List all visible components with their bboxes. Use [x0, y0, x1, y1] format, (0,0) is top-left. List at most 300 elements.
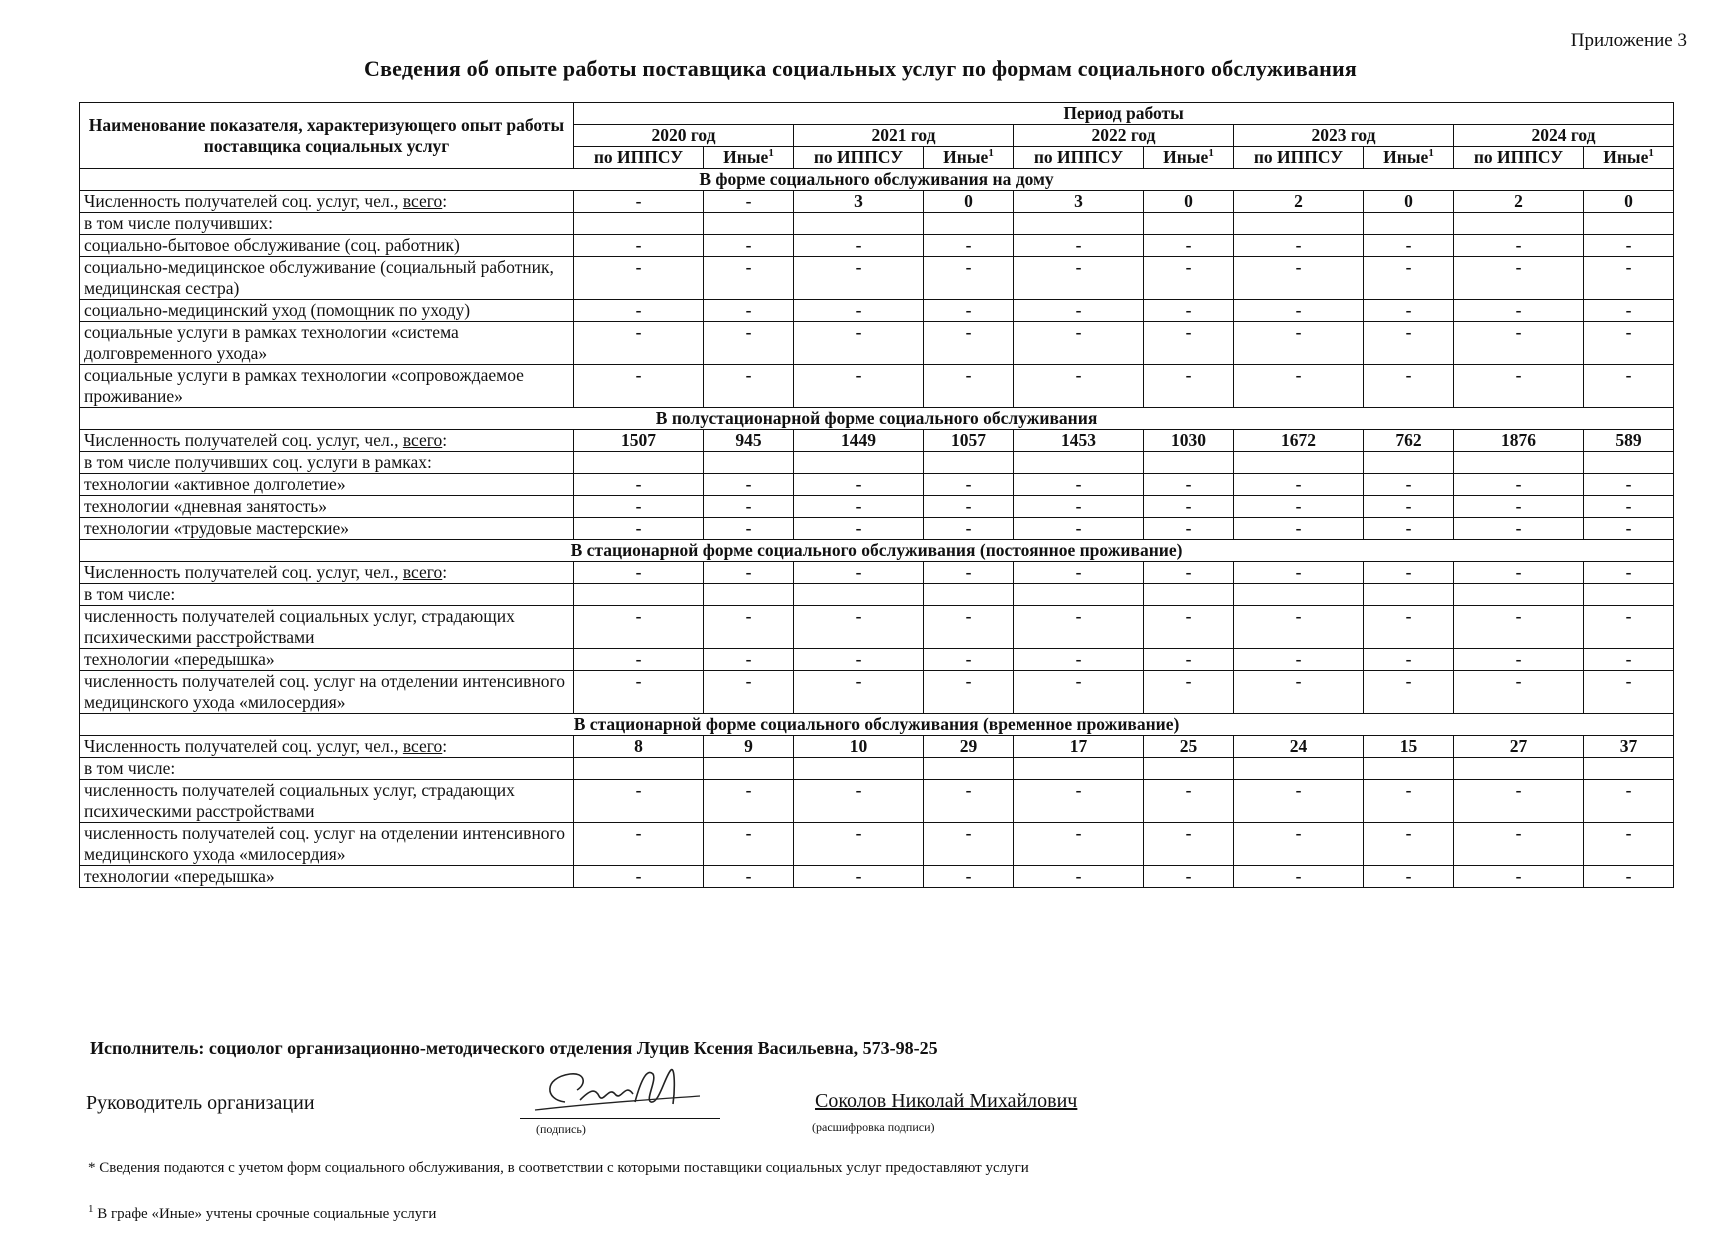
table-cell: -: [1234, 518, 1364, 540]
table-cell: 29: [924, 736, 1014, 758]
row-label-total: всего: [402, 191, 443, 211]
year-header: 2020 год: [574, 125, 794, 147]
table-row: [80, 671, 1674, 714]
row-label: [80, 300, 574, 322]
row-label: [80, 780, 574, 823]
table-row: [80, 496, 1674, 518]
row-label: [80, 518, 574, 540]
row-label: [80, 562, 574, 584]
table-cell: -: [1014, 322, 1144, 365]
other-header: [1144, 147, 1234, 169]
row-label-text: технологии «трудовые мастерские»: [84, 518, 349, 538]
table-row: [80, 866, 1674, 888]
table-cell: -: [704, 257, 794, 300]
table-cell: 2: [1234, 191, 1364, 213]
row-label-text: численность получателей социальных услуг, страдающих психическими расстройствами: [84, 780, 515, 821]
table-cell: -: [1454, 780, 1584, 823]
table-cell: -: [1234, 780, 1364, 823]
row-label-text: социально-бытовое обслуживание (соц. работник): [84, 235, 460, 255]
table-cell: -: [1014, 365, 1144, 408]
table-cell: -: [1234, 649, 1364, 671]
table-cell: -: [924, 649, 1014, 671]
table-cell: -: [1144, 606, 1234, 649]
table-cell: -: [1454, 474, 1584, 496]
section-row: [80, 714, 1674, 736]
table-cell: -: [574, 780, 704, 823]
table-cell: -: [1364, 518, 1454, 540]
table-cell: -: [1144, 518, 1234, 540]
table-row: [80, 474, 1674, 496]
table-cell: -: [1454, 496, 1584, 518]
table-cell: 8: [574, 736, 704, 758]
table-cell: -: [1144, 649, 1234, 671]
table-cell: -: [1014, 257, 1144, 300]
table-cell: -: [924, 823, 1014, 866]
row-label: [80, 823, 574, 866]
table-cell: [574, 758, 704, 780]
table-cell: [1234, 758, 1364, 780]
table-row: [80, 430, 1674, 452]
row-label: [80, 671, 574, 714]
table-cell: -: [1364, 562, 1454, 584]
row-label: [80, 322, 574, 365]
ippsu-header: по ИППСУ: [574, 147, 704, 169]
table-cell: -: [574, 257, 704, 300]
table-cell: -: [1234, 365, 1364, 408]
table-cell: -: [1454, 823, 1584, 866]
table-cell: 17: [1014, 736, 1144, 758]
table-cell: -: [1364, 474, 1454, 496]
row-label-text: численность получателей соц. услуг на отделении интенсивного медицинского ухода «милосердия»: [84, 823, 566, 864]
table-cell: -: [924, 606, 1014, 649]
table-cell: -: [1144, 235, 1234, 257]
table-cell: [1014, 213, 1144, 235]
table-cell: -: [924, 322, 1014, 365]
table-cell: -: [1144, 257, 1234, 300]
table-cell: [1454, 213, 1584, 235]
table-cell: -: [1584, 300, 1674, 322]
table-cell: [1234, 584, 1364, 606]
table-cell: -: [574, 518, 704, 540]
table-cell: [924, 213, 1014, 235]
row-label: [80, 866, 574, 888]
table-cell: -: [1014, 606, 1144, 649]
table-cell: 1453: [1014, 430, 1144, 452]
other-header: [704, 147, 794, 169]
table-cell: -: [1454, 606, 1584, 649]
section-title: В стационарной форме социального обслуживания (постоянное проживание): [80, 540, 1674, 562]
experience-table: [79, 102, 1674, 888]
table-row: [80, 257, 1674, 300]
ippsu-header: по ИППСУ: [1014, 147, 1144, 169]
other-footnote-mark: 1: [1428, 147, 1434, 160]
table-cell: -: [924, 780, 1014, 823]
row-label-suffix: :: [442, 736, 448, 756]
table-cell: -: [924, 671, 1014, 714]
row-label: [80, 736, 574, 758]
table-cell: -: [574, 606, 704, 649]
table-cell: -: [1454, 322, 1584, 365]
table-cell: -: [1364, 257, 1454, 300]
table-cell: [574, 452, 704, 474]
table-cell: -: [794, 300, 924, 322]
name-caption: (расшифровка подписи): [812, 1120, 935, 1134]
table-cell: [1454, 584, 1584, 606]
table-cell: -: [1364, 300, 1454, 322]
table-cell: -: [1364, 496, 1454, 518]
table-cell: -: [704, 365, 794, 408]
table-cell: -: [1584, 257, 1674, 300]
table-cell: [794, 584, 924, 606]
table-cell: 0: [1584, 191, 1674, 213]
table-cell: -: [1014, 474, 1144, 496]
table-cell: -: [1584, 866, 1674, 888]
table-cell: -: [574, 322, 704, 365]
other-header-label: Иные: [723, 147, 769, 167]
table-cell: -: [794, 518, 924, 540]
table-cell: [1584, 758, 1674, 780]
table-cell: -: [1364, 235, 1454, 257]
section-title: В форме социального обслуживания на дому: [80, 169, 1674, 191]
table-cell: -: [574, 823, 704, 866]
table-cell: [1234, 213, 1364, 235]
table-cell: -: [794, 562, 924, 584]
table-cell: -: [794, 474, 924, 496]
other-header-label: Иные: [1383, 147, 1429, 167]
table-cell: -: [704, 823, 794, 866]
table-cell: [574, 584, 704, 606]
section-title: В стационарной форме социального обслуживания (временное проживание): [80, 714, 1674, 736]
director-label: Руководитель организации: [86, 1092, 315, 1114]
row-label-text: социально-медицинское обслуживание (социальный работник, медицинская сестра): [84, 257, 554, 298]
table-cell: -: [1454, 257, 1584, 300]
table-cell: -: [924, 562, 1014, 584]
table-cell: 9: [704, 736, 794, 758]
table-cell: [1364, 584, 1454, 606]
table-cell: [924, 758, 1014, 780]
table-cell: [1584, 584, 1674, 606]
row-label-text: социально-медицинский уход (помощник по уходу): [84, 300, 471, 320]
director-name: Соколов Николай Михайлович: [815, 1090, 1078, 1112]
table-cell: -: [1234, 606, 1364, 649]
table-cell: -: [1584, 322, 1674, 365]
row-label: [80, 496, 574, 518]
ippsu-header: по ИППСУ: [1454, 147, 1584, 169]
table-cell: -: [1144, 496, 1234, 518]
table-cell: [1144, 584, 1234, 606]
row-label-suffix: :: [442, 562, 448, 582]
table-cell: -: [1364, 322, 1454, 365]
appendix-label: Приложение 3: [1570, 30, 1687, 51]
row-label-text: в том числе получивших:: [84, 213, 273, 233]
table-cell: -: [1014, 823, 1144, 866]
table-cell: [1364, 213, 1454, 235]
table-row: [80, 300, 1674, 322]
table-row: [80, 649, 1674, 671]
table-cell: -: [1144, 780, 1234, 823]
row-label-text: численность получателей соц. услуг на отделении интенсивного медицинского ухода «милосердия»: [84, 671, 566, 712]
table-row: [80, 606, 1674, 649]
table-cell: [1014, 452, 1144, 474]
table-cell: 24: [1234, 736, 1364, 758]
year-header: 2021 год: [794, 125, 1014, 147]
table-cell: 25: [1144, 736, 1234, 758]
table-cell: 1057: [924, 430, 1014, 452]
table-cell: -: [924, 365, 1014, 408]
table-cell: 762: [1364, 430, 1454, 452]
table-cell: -: [924, 257, 1014, 300]
table-cell: -: [704, 866, 794, 888]
table-cell: -: [1234, 866, 1364, 888]
table-cell: -: [924, 496, 1014, 518]
table-cell: -: [1364, 823, 1454, 866]
table-cell: -: [1364, 671, 1454, 714]
table-cell: -: [574, 300, 704, 322]
table-cell: -: [1144, 562, 1234, 584]
table-cell: 1030: [1144, 430, 1234, 452]
table-cell: [1584, 452, 1674, 474]
table-cell: -: [574, 866, 704, 888]
document-title: Сведения об опыте работы поставщика социальных услуг по формам социального обслуживания: [363, 56, 1357, 81]
table-cell: 589: [1584, 430, 1674, 452]
table-cell: -: [1014, 562, 1144, 584]
table-cell: -: [704, 780, 794, 823]
table-cell: [794, 213, 924, 235]
table-cell: -: [574, 474, 704, 496]
row-label: [80, 584, 574, 606]
table-cell: 3: [1014, 191, 1144, 213]
row-label-suffix: :: [442, 191, 448, 211]
table-cell: -: [1364, 780, 1454, 823]
table-cell: -: [1364, 649, 1454, 671]
row-label-total: всего: [402, 736, 443, 756]
row-label: [80, 452, 574, 474]
table-cell: -: [1584, 365, 1674, 408]
table-cell: -: [1014, 671, 1144, 714]
row-label: [80, 649, 574, 671]
table-row: [80, 235, 1674, 257]
table-cell: 27: [1454, 736, 1584, 758]
row-label-text: в том числе получивших соц. услуги в рамках:: [84, 452, 432, 472]
table-cell: -: [704, 649, 794, 671]
table-cell: 0: [924, 191, 1014, 213]
table-cell: [1144, 452, 1234, 474]
table-cell: -: [794, 322, 924, 365]
table-cell: -: [704, 300, 794, 322]
table-row: [80, 213, 1674, 235]
ippsu-header: по ИППСУ: [1234, 147, 1364, 169]
row-label-text: Численность получателей соц. услуг, чел.,: [84, 191, 403, 211]
table-header: [80, 103, 1674, 169]
executor-line: Исполнитель: социолог организационно-методического отделения Луцив Ксения Васильевна, 573-98-25: [90, 1038, 938, 1058]
table-cell: 1507: [574, 430, 704, 452]
other-header-label: Иные: [943, 147, 989, 167]
table-row: [80, 584, 1674, 606]
table-cell: 2: [1454, 191, 1584, 213]
table-cell: [1014, 758, 1144, 780]
period-header: Период работы: [574, 103, 1674, 125]
table-cell: -: [1144, 671, 1234, 714]
table-cell: -: [704, 191, 794, 213]
footnote-star: * Сведения подаются с учетом форм социального обслуживания, в соответствии с которыми поставщики социальных услуг предоставляют услуги: [88, 1160, 1029, 1176]
handwritten-signature: [525, 1060, 705, 1120]
table-cell: -: [1584, 606, 1674, 649]
table-cell: -: [1454, 365, 1584, 408]
table-cell: -: [924, 866, 1014, 888]
table-cell: -: [1234, 322, 1364, 365]
footnote-other-text: В графе «Иные» учтены срочные социальные услуги: [93, 1206, 437, 1222]
table-cell: [924, 584, 1014, 606]
section-row: [80, 540, 1674, 562]
table-cell: [1234, 452, 1364, 474]
table-cell: -: [1014, 300, 1144, 322]
row-label-text: численность получателей социальных услуг, страдающих психическими расстройствами: [84, 606, 515, 647]
table-cell: -: [704, 518, 794, 540]
table-cell: 1672: [1234, 430, 1364, 452]
row-label: [80, 191, 574, 213]
row-label: [80, 430, 574, 452]
row-label: [80, 758, 574, 780]
row-label-text: технологии «передышка»: [84, 649, 275, 669]
table-cell: -: [1584, 496, 1674, 518]
table-row: [80, 736, 1674, 758]
row-label-text: технологии «передышка»: [84, 866, 275, 886]
table-cell: -: [704, 496, 794, 518]
row-label-text: технологии «активное долголетие»: [84, 474, 346, 494]
row-label-text: социальные услуги в рамках технологии «система долговременного ухода»: [84, 322, 459, 363]
table-cell: [794, 758, 924, 780]
table-cell: -: [574, 649, 704, 671]
table-cell: -: [574, 562, 704, 584]
table-cell: [704, 452, 794, 474]
year-header: 2022 год: [1014, 125, 1234, 147]
table-cell: -: [1014, 235, 1144, 257]
table-cell: -: [794, 365, 924, 408]
table-cell: [1364, 758, 1454, 780]
signature-line: [520, 1118, 720, 1119]
table-cell: [794, 452, 924, 474]
ippsu-header: по ИППСУ: [794, 147, 924, 169]
table-row: [80, 562, 1674, 584]
table-cell: -: [794, 257, 924, 300]
table-cell: -: [704, 562, 794, 584]
table-cell: -: [574, 191, 704, 213]
table-cell: -: [1014, 496, 1144, 518]
table-cell: 15: [1364, 736, 1454, 758]
section-row: [80, 169, 1674, 191]
table-cell: -: [704, 671, 794, 714]
table-cell: -: [1144, 300, 1234, 322]
table-cell: -: [1584, 780, 1674, 823]
table-cell: -: [1454, 866, 1584, 888]
table-cell: [1144, 758, 1234, 780]
table-cell: -: [794, 649, 924, 671]
table-cell: -: [1234, 496, 1364, 518]
table-cell: -: [1234, 474, 1364, 496]
table-cell: [704, 758, 794, 780]
table-row: [80, 780, 1674, 823]
table-cell: -: [1364, 866, 1454, 888]
table-cell: [1364, 452, 1454, 474]
table-cell: -: [794, 780, 924, 823]
row-label-text: Численность получателей соц. услуг, чел.,: [84, 430, 403, 450]
table-cell: -: [1014, 866, 1144, 888]
table-cell: -: [1014, 780, 1144, 823]
table-cell: -: [1584, 671, 1674, 714]
table-cell: -: [924, 474, 1014, 496]
table-cell: -: [1584, 649, 1674, 671]
other-footnote-mark: 1: [988, 147, 994, 160]
table-row: [80, 365, 1674, 408]
table-cell: -: [924, 235, 1014, 257]
other-header-label: Иные: [1163, 147, 1209, 167]
table-cell: -: [1234, 300, 1364, 322]
table-cell: -: [1234, 235, 1364, 257]
row-label-text: технологии «дневная занятость»: [84, 496, 328, 516]
table-cell: 10: [794, 736, 924, 758]
table-cell: -: [794, 823, 924, 866]
table-cell: 3: [794, 191, 924, 213]
table-row: [80, 823, 1674, 866]
table-cell: -: [1144, 474, 1234, 496]
table-cell: -: [704, 474, 794, 496]
table-cell: -: [1454, 649, 1584, 671]
table-row: [80, 518, 1674, 540]
row-label-text: Численность получателей соц. услуг, чел.,: [84, 562, 403, 582]
table-row: [80, 758, 1674, 780]
table-cell: -: [794, 866, 924, 888]
other-footnote-mark: 1: [1208, 147, 1214, 160]
table-cell: -: [794, 235, 924, 257]
row-label-suffix: :: [442, 430, 448, 450]
table-cell: [1584, 213, 1674, 235]
table-cell: [1014, 584, 1144, 606]
row-label: [80, 606, 574, 649]
row-label-text: в том числе:: [84, 758, 176, 778]
table-cell: 1876: [1454, 430, 1584, 452]
table-cell: -: [794, 671, 924, 714]
other-footnote-mark: 1: [1648, 147, 1654, 160]
table-cell: -: [794, 496, 924, 518]
table-cell: -: [1584, 518, 1674, 540]
table-cell: -: [1454, 562, 1584, 584]
table-cell: -: [1454, 300, 1584, 322]
table-cell: -: [574, 671, 704, 714]
table-cell: -: [1234, 671, 1364, 714]
year-header: 2023 год: [1234, 125, 1454, 147]
row-label: [80, 365, 574, 408]
table-body: [80, 169, 1674, 888]
table-cell: [574, 213, 704, 235]
table-cell: -: [704, 235, 794, 257]
other-footnote-mark: 1: [768, 147, 774, 160]
table-cell: -: [1364, 365, 1454, 408]
row-label-text: социальные услуги в рамках технологии «сопровождаемое проживание»: [84, 365, 524, 406]
other-header-label: Иные: [1603, 147, 1649, 167]
table-cell: -: [1144, 866, 1234, 888]
year-header: 2024 год: [1454, 125, 1674, 147]
table-cell: 0: [1364, 191, 1454, 213]
table-cell: -: [1234, 257, 1364, 300]
indicator-header: Наименование показателя, характеризующего опыт работы поставщика социальных услуг: [80, 103, 574, 169]
table-cell: [1144, 213, 1234, 235]
table-cell: 1449: [794, 430, 924, 452]
table-cell: -: [1584, 823, 1674, 866]
table-cell: -: [794, 606, 924, 649]
table-cell: -: [1144, 322, 1234, 365]
table-cell: -: [704, 322, 794, 365]
row-label: [80, 213, 574, 235]
